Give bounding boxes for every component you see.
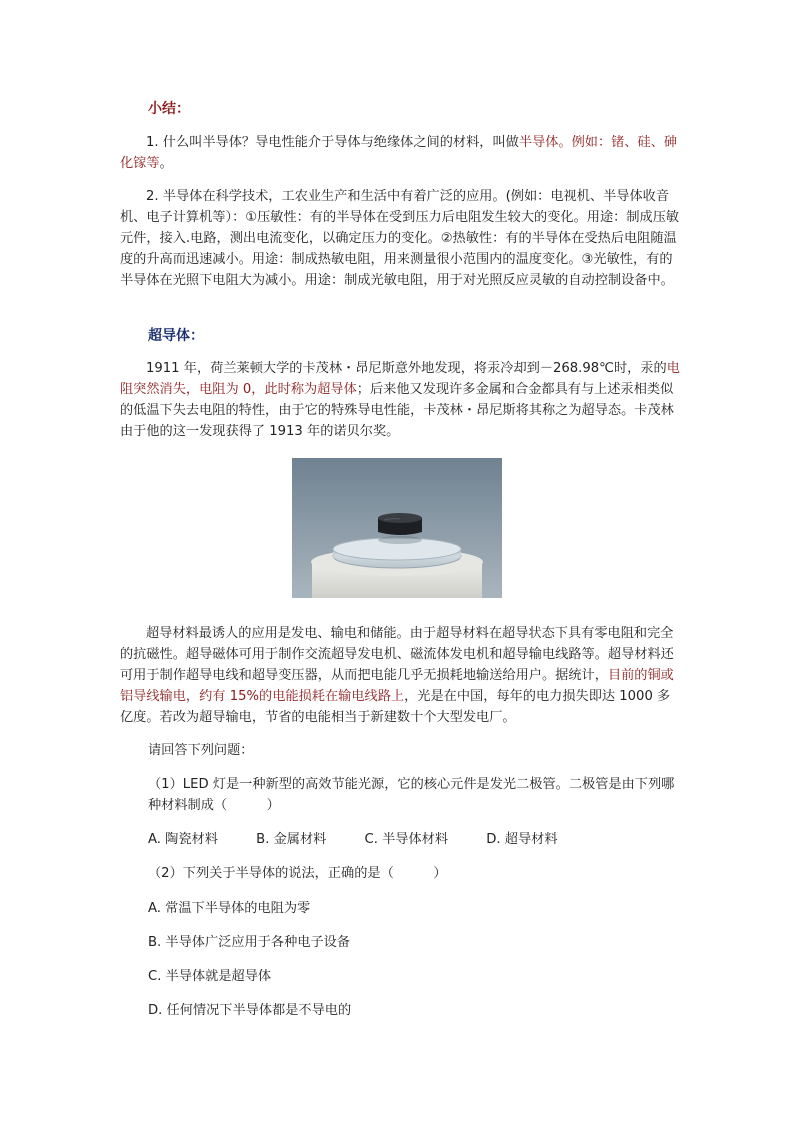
sc-p1-tail: ；后来他又发现许多金属和合金都具有与上述汞相类似的低温下失去电阻的特性，由于它的特殊导电性能，卡茂林・昂尼斯将其称之为超导态。卡茂林由于他的这一发现获得了 1913 年的诺贝尔奖。: [120, 382, 674, 439]
q2-option-c: C. 半导体就是超导体: [148, 969, 272, 984]
q1-option-b: B. 金属材料: [256, 832, 327, 847]
q2-option-d: D. 任何情况下半导体都是不导电的: [148, 1003, 352, 1018]
question-1: （1）LED 灯是一种新型的高效节能光源，它的核心元件是发光二极管。二极管是由下列哪种材料制成（ ）: [148, 777, 675, 813]
sc-p2-text: 超导材料最诱人的应用是发电、输电和储能。由于超导材料在超导状态下具有零电阻和完全的抗磁性。超导磁体可用于制作交流超导发电机、磁流体发电机和超导输电线路等。超导材料还可用于制作超导电线和超导变压器，从而把电能几乎无损耗地输送给用户。据统计，: [120, 626, 674, 683]
question-1-options: [148, 829, 592, 850]
q1-option-c: C. 半导体材料: [364, 832, 449, 847]
summary-heading: 小结：: [148, 101, 190, 117]
superconductor-heading: 超导体：: [148, 328, 204, 344]
sc-p2-tail: ，光是在中国，每年的电力损失即达 1000 多亿度。若改为超导输电，节省的电能相当于新建数十个大型发电厂。: [120, 689, 671, 725]
summary-p1-tail: 。: [159, 156, 173, 171]
summary-p1-highlight-term: 半导体: [518, 135, 559, 150]
summary-p1-highlight-examples: 。例如：锗、硅、砷化镓等: [120, 135, 678, 171]
levitating-magnet-photo: [292, 458, 502, 598]
sc-p1-highlight: 电阻突然消失，电阻为 0，此时称为超导体: [120, 361, 680, 397]
summary-p1-text: 1. 什么叫半导体？导电性能介于导体与绝缘体之间的材料，叫做: [146, 135, 519, 150]
sc-p2-highlight: 目前的铜或铝导线输电，约有 15%的电能损耗在输电线路上: [120, 668, 674, 704]
summary-paragraph-1: [120, 132, 680, 174]
superconductor-paragraph-1: [120, 358, 680, 442]
sc-p1-text: 1911 年，荷兰莱顿大学的卡茂林・昂尼斯意外地发现，将汞冷却到－268.98℃时，汞的: [146, 361, 667, 376]
q1-option-d: D. 超导材料: [486, 832, 558, 847]
superconductor-paragraph-2: [120, 623, 680, 728]
q2-option-b: B. 半导体广泛应用于各种电子设备: [148, 935, 351, 950]
q1-option-a: A. 陶瓷材料: [148, 832, 218, 847]
summary-paragraph-2: 2. 半导体在科学技术，工农业生产和生活中有着广泛的应用。(例如：电视机、半导体收音机、电子计算机等）：①压敏性：有的半导体在受到压力后电阻发生较大的变化。用途：制成压敏元件，接入.电路，测出电流变化，以确定压力的变化。②热敏性：有的半导体在受热后电阻随温度的升高而迅速减小。用途：制成热敏电阻，用来测量很小范围内的温度变化。③光敏性，有的半导体在光照下电阻大为减小。用途：制成光敏电阻，用于对光照反应灵敏的自动控制设备中。: [120, 189, 680, 288]
q2-option-a: A. 常温下半导体的电阻为零: [148, 901, 311, 916]
question-2: （2）下列关于半导体的说法，正确的是（ ）: [148, 866, 447, 881]
questions-intro: 请回答下列问题：: [148, 743, 254, 758]
